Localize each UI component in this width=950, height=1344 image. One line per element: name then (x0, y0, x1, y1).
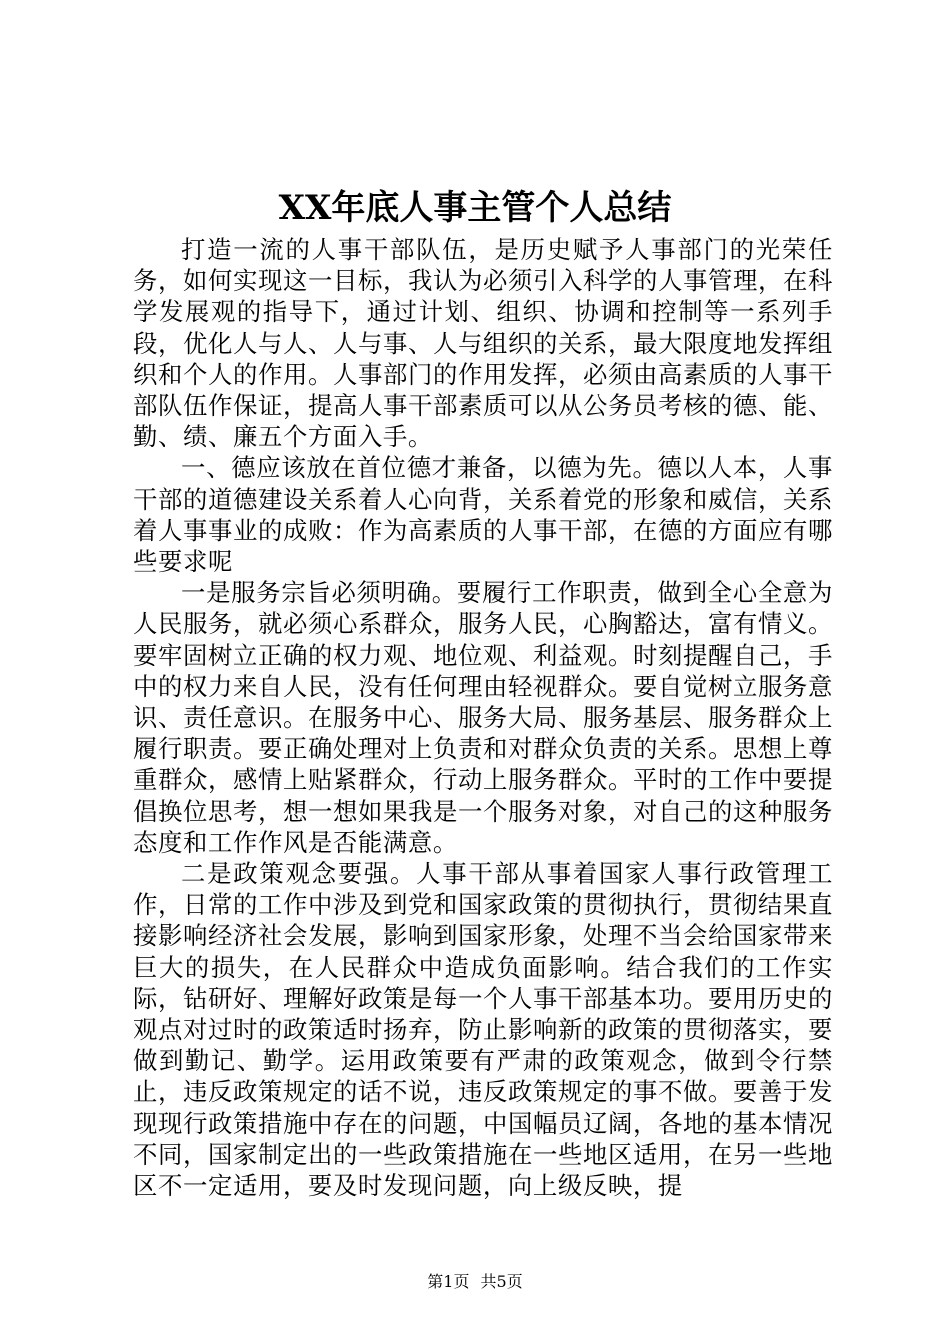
paragraph-section-one: 一、德应该放在首位德才兼备，以德为先。德以人本，人事干部的道德建设关系着人心向背，关系着党的形象和威信，关系着人事事业的成败：作为高素质的人事干部，在德的方面应有哪些要求呢 (133, 453, 833, 577)
paragraph-policy-concept: 二是政策观念要强。人事干部从事着国家人事行政管理工作，日常的工作中涉及到党和国家政策的贯彻执行，贯彻结果直接影响经济社会发展，影响到国家形象，处理不当会给国家带来巨大的损失，在人民群众中造成负面影响。结合我们的工作实际，钻研好、理解好政策是每一个人事干部基本功。要用历史的观点对过时的政策适时扬弃，防止影响新的政策的贯彻落实，要做到勤记、勤学。运用政策要有严肃的政策观念，做到令行禁止，违反政策规定的话不说，违反政策规定的事不做。要善于发现现行政策措施中存在的问题，中国幅员辽阔，各地的基本情况不同，国家制定出的一些政策措施在一些地区适用，在另一些地区不一定适用，要及时发现问题，向上级反映，提 (133, 859, 833, 1201)
document-body (133, 234, 833, 1201)
page-footer (0, 1272, 950, 1292)
paragraph-service-purpose: 一是服务宗旨必须明确。要履行工作职责，做到全心全意为人民服务，就必须心系群众，服务人民，心胸豁达，富有情义。要牢固树立正确的权力观、地位观、利益观。时刻提醒自己，手中的权力来自人民，没有任何理由轻视群众。要自觉树立服务意识、责任意识。在服务中心、服务大局、服务基层、服务群众上履行职责。要正确处理对上负责和对群众负责的关系。思想上尊重群众，感情上贴紧群众，行动上服务群众。平时的工作中要提倡换位思考，想一想如果我是一个服务对象，对自己的这种服务态度和工作作风是否能满意。 (133, 578, 833, 857)
page-total: 共5页 (480, 1272, 523, 1291)
document-title: XX年底人事主管个人总结 (278, 188, 672, 228)
page-number: 第1页 (427, 1272, 470, 1291)
paragraph-intro: 打造一流的人事干部队伍，是历史赋予人事部门的光荣任务，如何实现这一目标，我认为必须引入科学的人事管理，在科学发展观的指导下，通过计划、组织、协调和控制等一系列手段，优化人与人、人与事、人与组织的关系，最大限度地发挥组织和个人的作用。人事部门的作用发挥，必须由高素质的人事干部队伍作保证，提高人事干部素质可以从公务员考核的德、能、勤、绩、廉五个方面入手。 (133, 235, 833, 452)
